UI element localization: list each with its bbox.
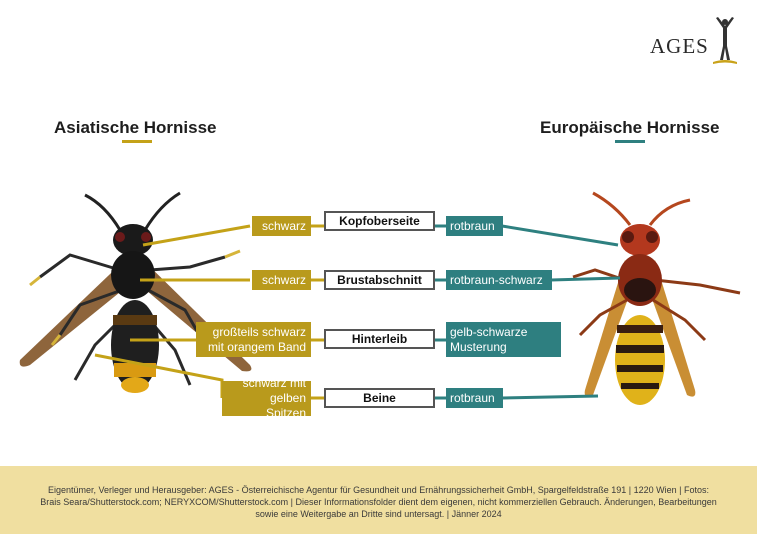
- asian-legs-color: schwarz mit gelben Spitzen: [222, 381, 311, 416]
- asian-thorax-color: schwarz: [252, 270, 311, 290]
- feature-abdomen-label: Hinterleib: [324, 329, 435, 349]
- footer: [0, 466, 757, 534]
- european-legs-color: rotbraun: [446, 388, 503, 408]
- european-abdomen-color: gelb-schwarze Musterung: [446, 322, 561, 357]
- european-hornet-heading: Europäische Hornisse: [540, 118, 720, 137]
- feature-legs-label: Beine: [324, 388, 435, 408]
- asian-head-color: schwarz: [252, 216, 311, 236]
- european-thorax-color: rotbraun-schwarz: [446, 270, 552, 290]
- feature-thorax-label: Brustabschnitt: [324, 270, 435, 290]
- logo-text: AGES: [650, 34, 709, 58]
- european-head-color: rotbraun: [446, 216, 503, 236]
- asian-abdomen-color: großteils schwarz mit orangem Band: [196, 322, 311, 357]
- asian-hornet-heading: Asiatische Hornisse: [54, 118, 217, 137]
- footer-legal-text: Eigentümer, Verleger und Herausgeber: AGES - Österreichische Agentur für Gesundheit und Ernährungssicherheit GmbH, Spargelfeldstraße 191 | 1220 Wien | Fotos: Brais Seara/Shutterstock.com; NERYXCOM/Shutterstock.com | Dieser Informationsfolder dient dem eigenen, nicht kommerziellen Gebrauch. Änderungen, Bearbeitungen sowie eine Weitergabe an Dritte sind untersagt. | Jänner 2024: [40, 485, 717, 519]
- feature-head-label: Kopfoberseite: [324, 211, 435, 231]
